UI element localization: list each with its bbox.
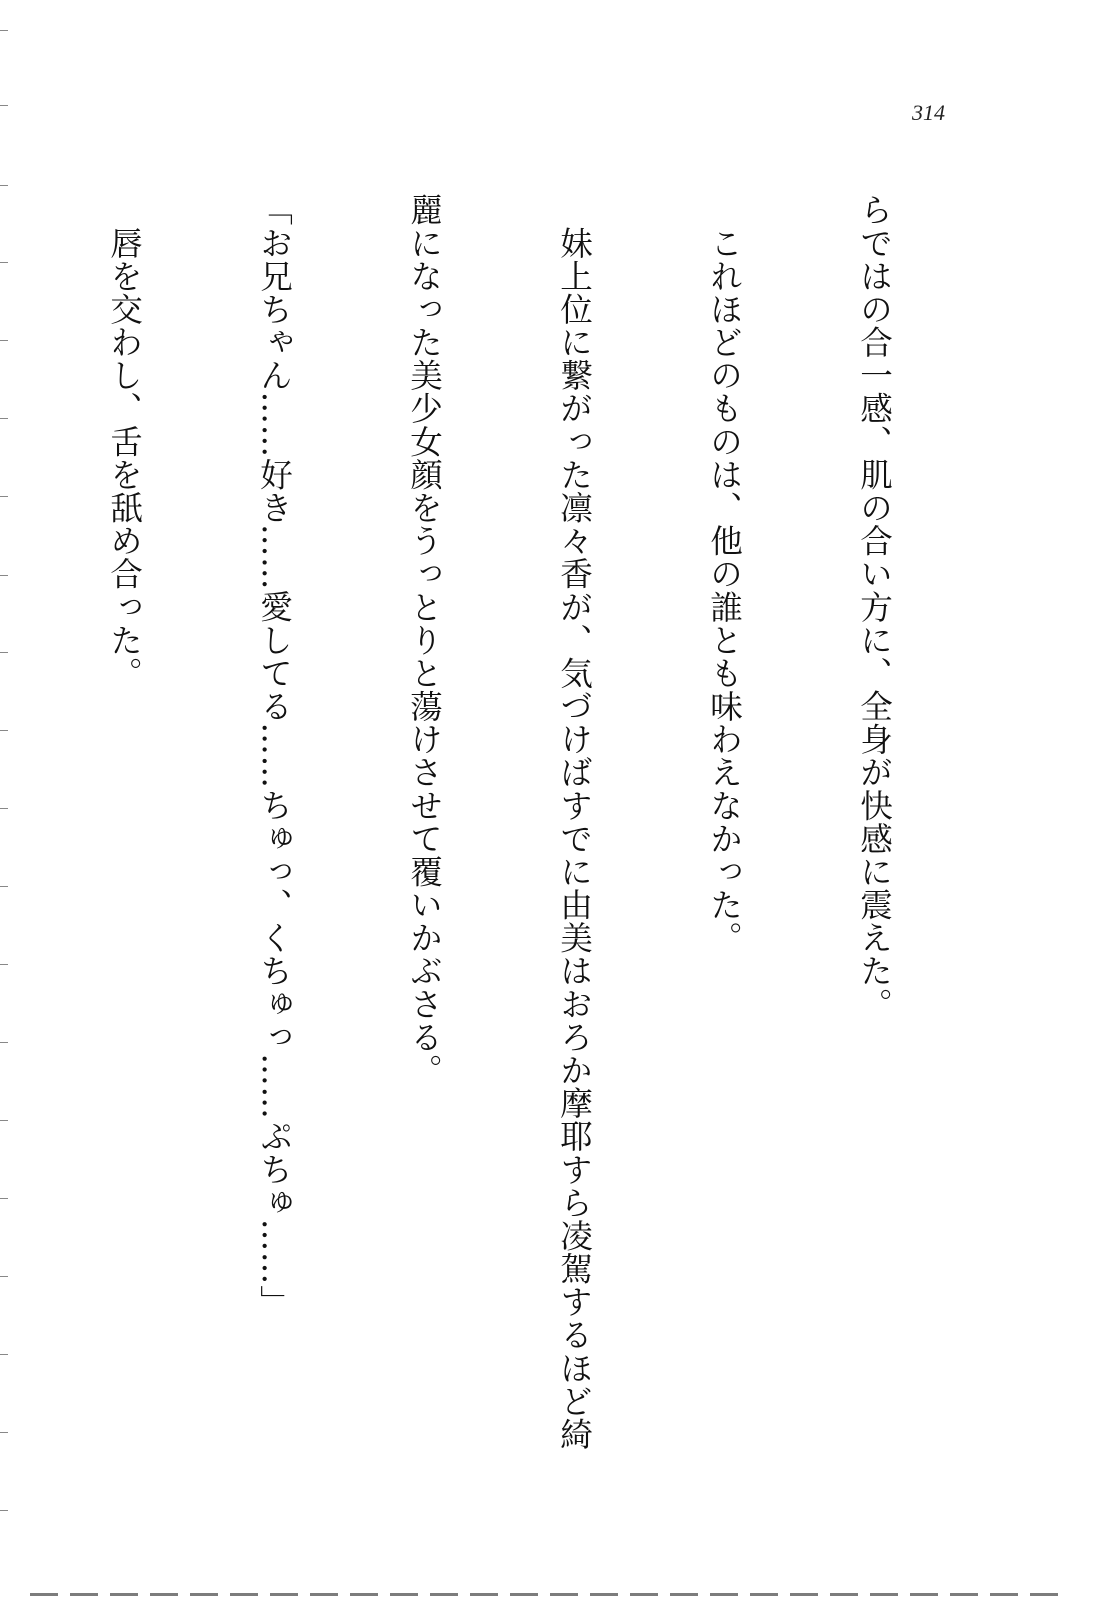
text-line: 唇を交わし、舌を舐め合った。 [105,193,143,690]
body-text [0,193,999,1493]
text-line: 「お兄ちゃん……好き……愛してる……ちゅっ、くちゅっ……ぷちゅ……」 [255,193,293,1318]
text-line: 妹上位に繋がった凛々香が、気づけばすでに由美はおろか摩耶すら凌駕するほど綺 [555,193,593,1451]
text-line: 麗になった美少女顔をうっとりと蕩けさせて覆いかぶさる。 [405,193,443,1087]
scan-edge-marks [0,0,12,1600]
scan-bottom-edge [30,1593,1070,1596]
text-line: これほどのものは、他の誰とも味わえなかった。 [705,193,743,955]
text-line: らではの合一感、肌の合い方に、全身が快感に震えた。 [855,193,893,1021]
page-number: 314 [912,100,945,125]
